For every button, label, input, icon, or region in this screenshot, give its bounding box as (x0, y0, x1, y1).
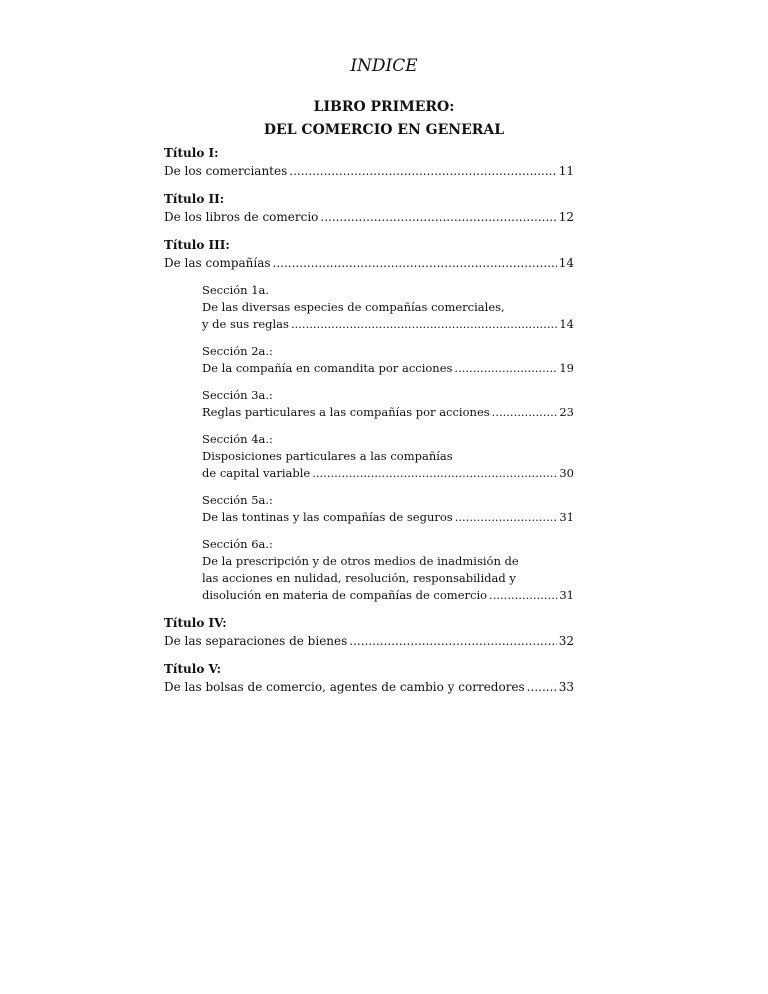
section-text-line: las acciones en nulidad, resolución, responsabilidad y (202, 571, 516, 585)
toc-seccion-5 (202, 492, 574, 526)
dot-leader (454, 360, 557, 377)
page-number: 31 (559, 510, 574, 524)
toc-titulo-1 (164, 144, 574, 180)
page-number: 19 (559, 361, 574, 375)
entry-text: De los comerciantes (164, 164, 288, 178)
toc-entry (202, 316, 574, 333)
toc-seccion-2 (202, 343, 574, 377)
entry-text: De la compañía en comandita por acciones (202, 361, 453, 375)
toc-titulo-5 (164, 660, 574, 696)
section-heading: Sección 5a.: (202, 493, 273, 507)
toc-seccion-3 (202, 387, 574, 421)
titulo-heading: Título II: (164, 192, 225, 206)
entry-text: y de sus reglas (202, 317, 289, 331)
toc-titulo-4 (164, 614, 574, 650)
section-text-line: De las diversas especies de compañías comerciales, (202, 300, 505, 314)
toc-entry (202, 509, 574, 526)
page-number: 11 (558, 164, 574, 178)
page-number: 12 (558, 210, 574, 224)
entry-text: Reglas particulares a las compañías por acciones (202, 405, 490, 419)
toc-entry (202, 587, 574, 604)
toc-entry (164, 678, 574, 696)
section-heading: Sección 6a.: (202, 537, 273, 551)
section-text-line: Disposiciones particulares a las compañías (202, 449, 453, 463)
table-of-contents (164, 144, 574, 706)
toc-entry (164, 254, 574, 272)
page-number: 31 (559, 588, 574, 602)
titulo-heading: Título IV: (164, 616, 227, 630)
entry-text: De las bolsas de comercio, agentes de cambio y corredores (164, 680, 525, 694)
entry-text: De las compañías (164, 256, 271, 270)
entry-text: De las separaciones de bienes (164, 634, 348, 648)
dot-leader (291, 316, 557, 333)
page-number: 32 (558, 634, 574, 648)
dot-leader (273, 254, 557, 272)
toc-entry (202, 465, 574, 482)
dot-leader (289, 162, 556, 180)
toc-entry (202, 404, 574, 421)
page-number: 14 (558, 256, 574, 270)
section-heading: Sección 1a. (202, 283, 270, 297)
toc-entry (202, 360, 574, 377)
section-heading: Sección 3a.: (202, 388, 273, 402)
section-heading: Sección 4a.: (202, 432, 273, 446)
toc-entry (164, 162, 574, 180)
entry-text: de capital variable (202, 466, 311, 480)
toc-seccion-6 (202, 536, 574, 604)
toc-seccion-1 (202, 282, 574, 333)
toc-titulo-2 (164, 190, 574, 226)
dot-leader (455, 509, 558, 526)
entry-text: De las tontinas y las compañías de seguros (202, 510, 453, 524)
dot-leader (320, 208, 556, 226)
titulo-heading: Título V: (164, 662, 222, 676)
toc-seccion-4 (202, 431, 574, 482)
toc-entry (164, 208, 574, 226)
titulo-heading: Título III: (164, 238, 230, 252)
toc-entry (164, 632, 574, 650)
page-number: 14 (559, 317, 574, 331)
entry-text: disolución en materia de compañías de comercio (202, 588, 488, 602)
book-heading (0, 96, 768, 142)
page-number: 30 (559, 466, 574, 480)
dot-leader (312, 465, 557, 482)
book-heading-line2: DEL COMERCIO EN GENERAL (263, 122, 505, 138)
dot-leader (492, 404, 558, 421)
dot-leader (527, 678, 557, 696)
dot-leader (489, 587, 557, 604)
section-text-line: De la prescripción y de otros medios de inadmisión de (202, 554, 519, 568)
page-number: 33 (558, 680, 574, 694)
section-list (164, 282, 574, 604)
titulo-heading: Título I: (164, 146, 219, 160)
page-number: 23 (559, 405, 574, 419)
toc-titulo-3 (164, 236, 574, 604)
index-title: INDICE (350, 56, 418, 76)
dot-leader (349, 632, 556, 650)
entry-text: De los libros de comercio (164, 210, 319, 224)
book-heading-line1: LIBRO PRIMERO: (313, 99, 455, 115)
section-heading: Sección 2a.: (202, 344, 273, 358)
